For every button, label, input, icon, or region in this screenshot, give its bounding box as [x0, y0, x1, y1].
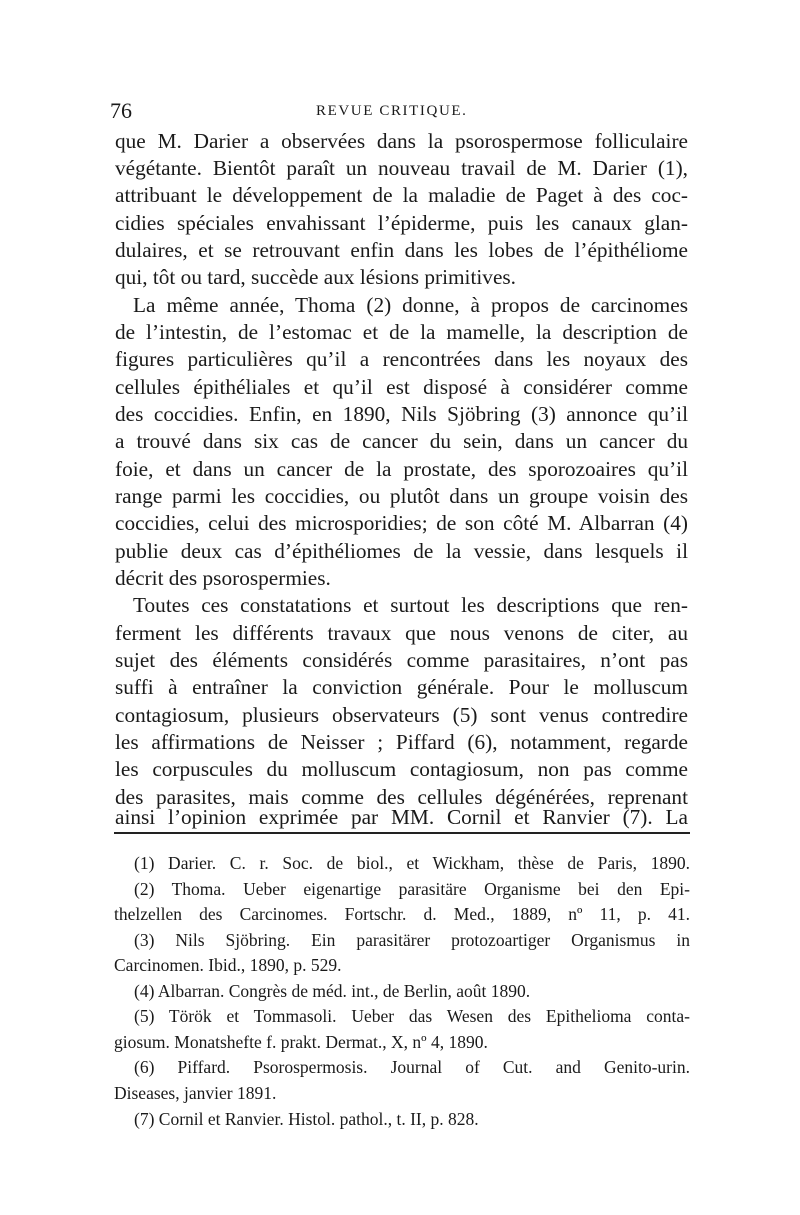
footnote-line: (1) Darier. C. r. Soc. de biol., et Wickham, thèse de Paris, 1890.: [134, 853, 690, 873]
body-line: de l’intestin, de l’estomac et de la mamelle, la description de: [115, 320, 688, 344]
body-line: Toutes ces constatations et surtout les descriptions que ren-: [133, 593, 688, 617]
body-line: foie, et dans un cancer de la prostate, des sporozoaires qu’il: [115, 457, 688, 481]
body-line: ainsi l’opinion exprimée par MM. Cornil et Ranvier (7). La: [115, 805, 688, 829]
body-line: coccidies, celui des microsporidies; de son côté M. Albarran (4): [115, 511, 688, 535]
footnote-line: (5) Török et Tommasoli. Ueber das Wesen des Epithelioma conta-: [134, 1006, 690, 1026]
page-number: 76: [110, 98, 132, 123]
body-line: cidies spéciales envahissant l’épiderme, puis les canaux glan-: [115, 211, 688, 235]
footnote-line: Diseases, janvier 1891.: [114, 1083, 277, 1103]
footnote-line: (3) Nils Sjöbring. Ein parasitärer protozoartiger Organismus in: [134, 930, 690, 950]
body-line: des parasites, mais comme des cellules dégénérées, reprenant: [115, 785, 688, 809]
footnote-divider: [114, 832, 690, 834]
body-line: figures particulières qu’il a rencontrées dans les noyaux des: [115, 347, 688, 371]
body-line: dulaires, et se retrouvant enfin dans les lobes de l’épithéliome: [115, 238, 688, 262]
body-line: range parmi les coccidies, ou plutôt dans un groupe voisin des: [115, 484, 688, 508]
body-line: les affirmations de Neisser ; Piffard (6), notamment, regarde: [115, 730, 688, 754]
running-head: REVUE CRITIQUE.: [316, 103, 468, 119]
body-line: La même année, Thoma (2) donne, à propos de carcinomes: [133, 293, 688, 317]
body-line: décrit des psorospermies.: [115, 566, 331, 590]
body-line: attribuant le développement de la maladie de Paget à des coc-: [115, 183, 688, 207]
body-line: suffi à entraîner la conviction générale. Pour le molluscum: [115, 675, 688, 699]
body-line: sujet des éléments considérés comme parasitaires, n’ont pas: [115, 648, 688, 672]
footnote-line: Carcinomen. Ibid., 1890, p. 529.: [114, 955, 342, 975]
footnote-line: (7) Cornil et Ranvier. Histol. pathol., t. II, p. 828.: [134, 1109, 479, 1129]
body-line: cellules épithéliales et qu’il est disposé à considérer comme: [115, 375, 688, 399]
body-line: que M. Darier a observées dans la psorospermose folliculaire: [115, 129, 688, 153]
body-line: des coccidies. Enfin, en 1890, Nils Sjöbring (3) annonce qu’il: [115, 402, 688, 426]
body-line: publie deux cas d’épithéliomes de la vessie, dans lesquels il: [115, 539, 688, 563]
footnote-line: (4) Albarran. Congrès de méd. int., de Berlin, août 1890.: [134, 981, 531, 1001]
footnote-line: (2) Thoma. Ueber eigenartige parasitäre Organisme bei den Epi-: [134, 879, 690, 899]
footnote-line: thelzellen des Carcinomes. Fortschr. d. Med., 1889, nº 11, p. 41.: [114, 904, 690, 924]
body-line: a trouvé dans six cas de cancer du sein, dans un cancer du: [115, 429, 688, 453]
footnote-line: giosum. Monatshefte f. prakt. Dermat., X, nº 4, 1890.: [114, 1032, 488, 1052]
body-line: végétante. Bientôt paraît un nouveau travail de M. Darier (1),: [115, 156, 688, 180]
body-line: les corpuscules du molluscum contagiosum, non pas comme: [115, 757, 688, 781]
footnote-line: (6) Piffard. Psorospermosis. Journal of Cut. and Genito-urin.: [134, 1057, 690, 1077]
body-line: contagiosum, plusieurs observateurs (5) sont venus contredire: [115, 703, 688, 727]
body-line: qui, tôt ou tard, succède aux lésions primitives.: [115, 265, 517, 289]
body-line: ferment les différents travaux que nous venons de citer, au: [115, 621, 688, 645]
